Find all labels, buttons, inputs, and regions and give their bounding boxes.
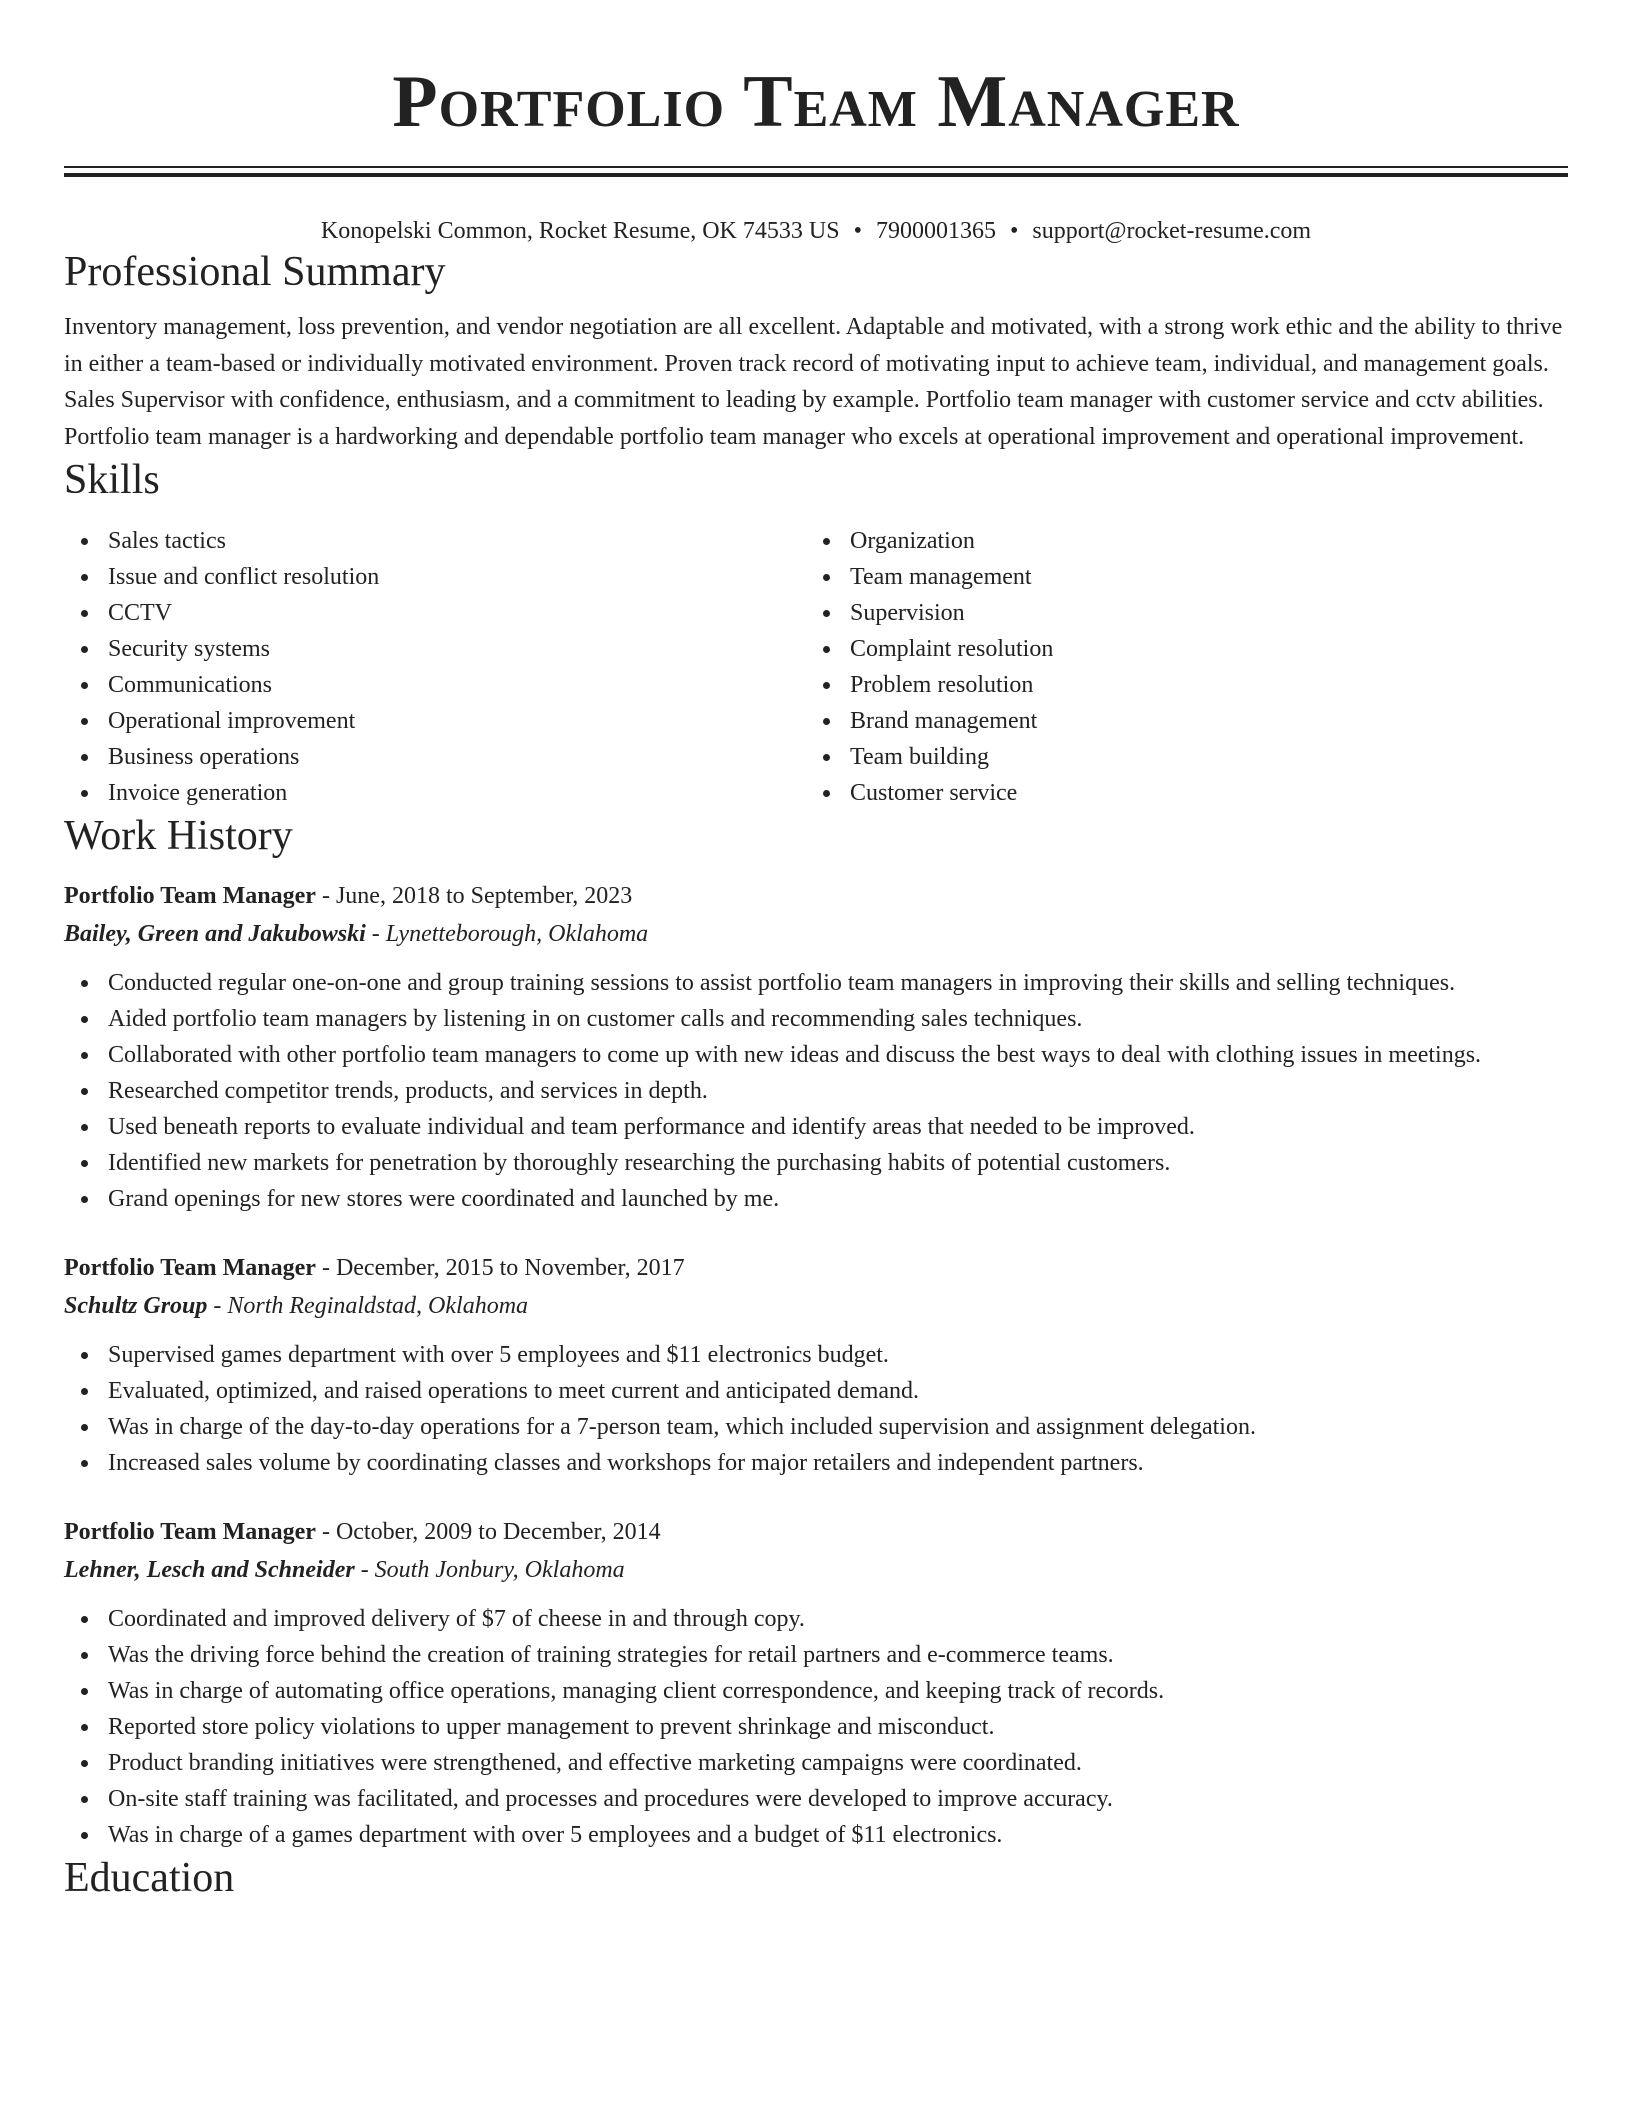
skill-item: Security systems [64, 631, 806, 667]
contact-phone: 7900001365 [875, 218, 996, 244]
job-entry [64, 1249, 1568, 1481]
education-heading: Education [64, 1855, 235, 1901]
job-bullet: Supervised games department with over 5 employees and $11 electronics budget. [64, 1337, 1568, 1373]
job-bullet: Was in charge of automating office operations, managing client correspondence, and keeping track of records. [64, 1673, 1568, 1709]
job-bullet: Researched competitor trends, products, and services in depth. [64, 1073, 1568, 1109]
job-bullet: Used beneath reports to evaluate individual and team performance and identify areas that needed to be improved. [64, 1109, 1568, 1145]
company-name: Schultz Group [64, 1293, 208, 1319]
resume-title: Portfolio Team Manager [392, 61, 1240, 143]
job-title-line [64, 877, 1568, 915]
job-bullet: Product branding initiatives were strengthened, and effective marketing campaigns were coordinated. [64, 1745, 1568, 1781]
skills-list [64, 523, 1568, 811]
header-divider-thick [64, 173, 1568, 177]
job-title: Portfolio Team Manager [64, 883, 316, 909]
job-bullet: Collaborated with other portfolio team managers to come up with new ideas and discuss the best ways to deal with clothing issues in meetings. [64, 1037, 1568, 1073]
skill-item: Issue and conflict resolution [64, 559, 806, 595]
skill-item: Organization [806, 523, 1548, 559]
job-title: Portfolio Team Manager [64, 1519, 316, 1545]
job-title-line [64, 1513, 1568, 1551]
job-bullet: Identified new markets for penetration by thoroughly researching the purchasing habits of potential customers. [64, 1145, 1568, 1181]
job-bullets [64, 965, 1568, 1217]
company-location: - North Reginaldstad, Oklahoma [207, 1293, 529, 1319]
skill-item: Supervision [806, 595, 1548, 631]
contact-separator: • [1009, 218, 1019, 244]
job-bullet: Aided portfolio team managers by listening in on customer calls and recommending sales techniques. [64, 1001, 1568, 1037]
skill-item: Sales tactics [64, 523, 806, 559]
skill-item: Customer service [806, 775, 1548, 811]
skill-item: CCTV [64, 595, 806, 631]
company-name: Bailey, Green and Jakubowski [64, 921, 366, 947]
contact-line [64, 215, 1568, 247]
skill-item: Problem resolution [806, 667, 1548, 703]
job-entry [64, 1513, 1568, 1853]
job-dates: - June, 2018 to September, 2023 [315, 883, 633, 909]
contact-separator: • [853, 218, 862, 244]
job-bullet: Increased sales volume by coordinating classes and workshops for major retailers and independent partners. [64, 1445, 1568, 1481]
skill-item: Operational improvement [64, 703, 806, 739]
job-bullet: Conducted regular one-on-one and group training sessions to assist portfolio team managers in improving their skills and selling techniques. [64, 965, 1568, 1001]
job-dates: - December, 2015 to November, 2017 [315, 1255, 685, 1281]
work-history-heading: Work History [64, 813, 293, 859]
job-bullet: Grand openings for new stores were coordinated and launched by me. [64, 1181, 1568, 1217]
job-title: Portfolio Team Manager [64, 1255, 316, 1281]
skill-item: Complaint resolution [806, 631, 1548, 667]
job-bullet: Coordinated and improved delivery of $7 of cheese in and through copy. [64, 1601, 1568, 1637]
skills-column-left [64, 523, 806, 811]
skills-heading: Skills [64, 457, 160, 503]
job-bullets [64, 1601, 1568, 1853]
skill-item: Team building [806, 739, 1548, 775]
header-divider [64, 166, 1568, 168]
skill-item: Team management [806, 559, 1548, 595]
job-title-line [64, 1249, 1568, 1287]
skill-item: Invoice generation [64, 775, 806, 811]
job-dates: - October, 2009 to December, 2014 [315, 1519, 661, 1545]
summary-text: Inventory management, loss prevention, and vendor negotiation are all excellent. Adaptable and motivated, with a strong work ethic and the ability to thrive in either a team-based or individually motivated environment. Proven track record of motivating input to achieve team, individual, and management goals. Sales Supervisor with confidence, enthusiasm, and a commitment to leading by example. Portfolio team manager with customer service and cctv abilities. Portfolio team manager is a hardworking and dependable portfolio team manager who excels at operational improvement and operational improvement. [64, 314, 1563, 450]
contact-address: Konopelski Common, Rocket Resume, OK 74533 US [320, 218, 840, 244]
skill-item: Business operations [64, 739, 806, 775]
company-name: Lehner, Lesch and Schneider [64, 1557, 355, 1583]
job-bullet: Was the driving force behind the creation of training strategies for retail partners and e-commerce teams. [64, 1637, 1568, 1673]
company-line [64, 915, 1568, 953]
company-location: - Lynetteborough, Oklahoma [365, 921, 649, 947]
company-line [64, 1551, 1568, 1589]
job-bullet: Was in charge of a games department with over 5 employees and a budget of $11 electronics. [64, 1817, 1568, 1853]
skill-item: Brand management [806, 703, 1548, 739]
job-bullet: On-site staff training was facilitated, and processes and procedures were developed to improve accuracy. [64, 1781, 1568, 1817]
job-bullets [64, 1337, 1568, 1481]
job-entry [64, 877, 1568, 1217]
skills-column-right [806, 523, 1548, 811]
contact-email: support@rocket-resume.com [1032, 218, 1312, 244]
company-location: - South Jonbury, Oklahoma [354, 1557, 625, 1583]
company-line [64, 1287, 1568, 1325]
job-bullet: Reported store policy violations to upper management to prevent shrinkage and misconduct. [64, 1709, 1568, 1745]
job-bullet: Evaluated, optimized, and raised operations to meet current and anticipated demand. [64, 1373, 1568, 1409]
summary-heading: Professional Summary [64, 249, 446, 295]
skill-item: Communications [64, 667, 806, 703]
job-bullet: Was in charge of the day-to-day operations for a 7-person team, which included supervision and assignment delegation. [64, 1409, 1568, 1445]
